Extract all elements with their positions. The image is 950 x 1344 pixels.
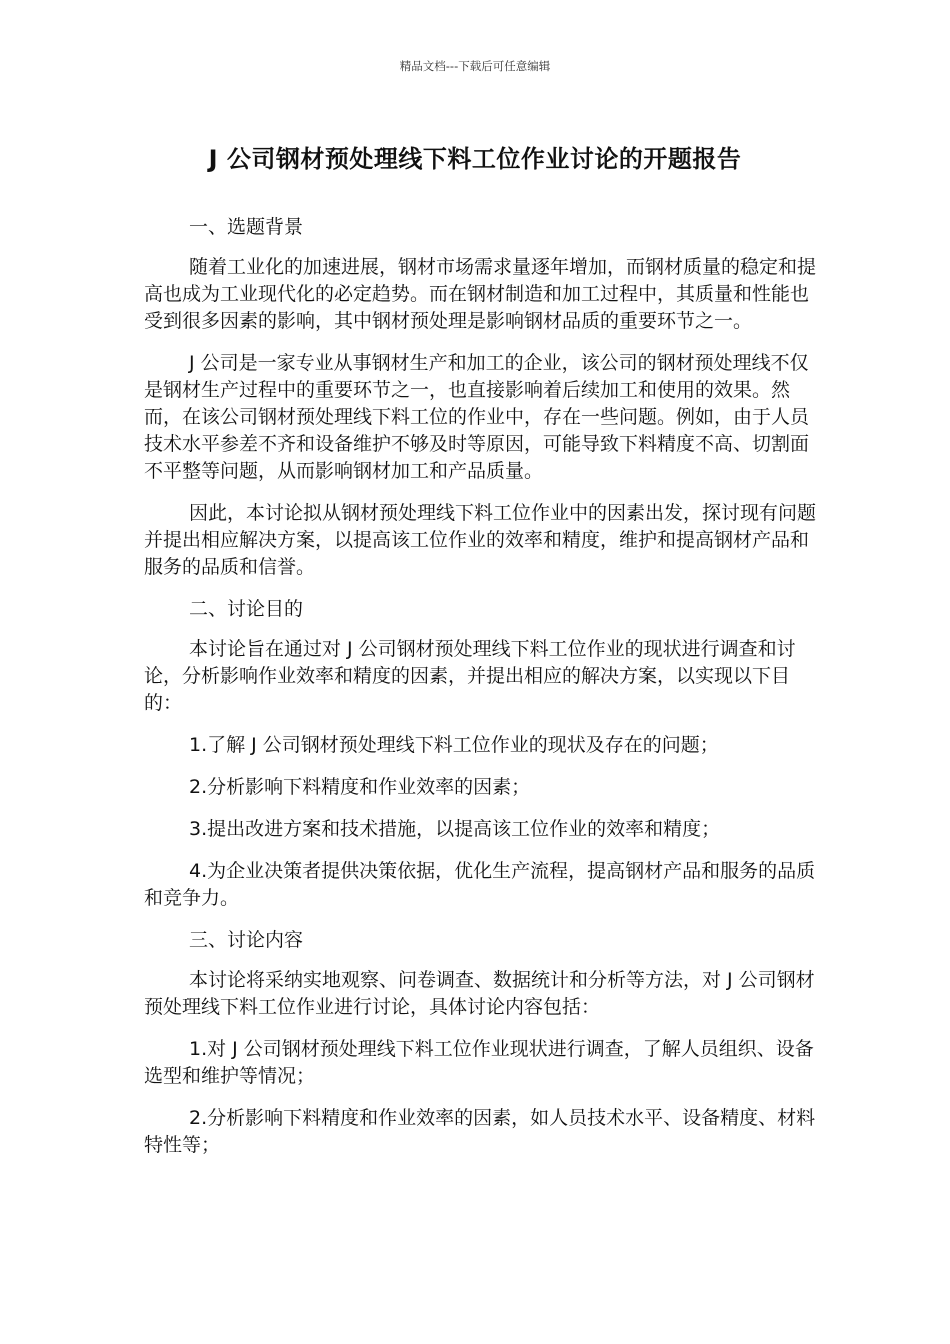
list-item: 4.为企业决策者提供决策依据，优化生产流程，提高钢材产品和服务的品质和竞争力。 — [144, 860, 816, 909]
paragraph: 本讨论旨在通过对 J 公司钢材预处理线下料工位作业的现状进行调查和讨论，分析影响作业效率和精度的因素，并提出相应的解决方案，以实现以下目的： — [144, 638, 796, 714]
paragraph: 本讨论将采纳实地观察、问卷调查、数据统计和分析等方法，对 J 公司钢材预处理线下料工位作业进行讨论，具体讨论内容包括： — [144, 969, 815, 1018]
list-item: 3.提出改进方案和技术措施，以提高该工位作业的效率和精度； — [189, 818, 721, 840]
list-item: 2.分析影响下料精度和作业效率的因素； — [189, 776, 531, 798]
list-item: 2.分析影响下料精度和作业效率的因素，如人员技术水平、设备精度、材料特性等； — [144, 1107, 816, 1156]
list-item: 1.了解 J 公司钢材预处理线下料工位作业的现状及存在的问题； — [189, 734, 719, 756]
section-heading-purpose: 二、讨论目的 — [189, 598, 304, 620]
paragraph: J 公司是一家专业从事钢材生产和加工的企业，该公司的钢材预处理线不仅是钢材生产过程中的重要环节之一，也直接影响着后续加工和使用的效果。然而，在该公司钢材预处理线下料工位的作业中，存在一些问题。例如，由于人员技术水平参差不齐和设备维护不够及时等原因，可能导致下料精度不高、切割面不平整等问题，从而影响钢材加工和产品质量。 — [144, 352, 810, 482]
header-note: 精品文档---下载后可任意编辑 — [399, 59, 551, 73]
paragraph: 随着工业化的加速进展，钢材市场需求量逐年增加，而钢材质量的稳定和提高也成为工业现代化的必定趋势。而在钢材制造和加工过程中，其质量和性能也受到很多因素的影响，其中钢材预处理是影响钢材品质的重要环节之一。 — [144, 256, 817, 332]
section-heading-background: 一、选题背景 — [189, 216, 304, 238]
document-title: J 公司钢材预处理线下料工位作业讨论的开题报告 — [208, 145, 742, 173]
document-body — [144, 214, 816, 1174]
list-item: 1.对 J 公司钢材预处理线下料工位作业现状进行调查，了解人员组织、设备选型和维护等情况； — [144, 1038, 814, 1087]
paragraph: 因此，本讨论拟从钢材预处理线下料工位作业中的因素出发，探讨现有问题并提出相应解决方案，以提高该工位作业的效率和精度，维护和提高钢材产品和服务的品质和信誉。 — [144, 502, 817, 578]
section-heading-content: 三、讨论内容 — [189, 929, 304, 951]
